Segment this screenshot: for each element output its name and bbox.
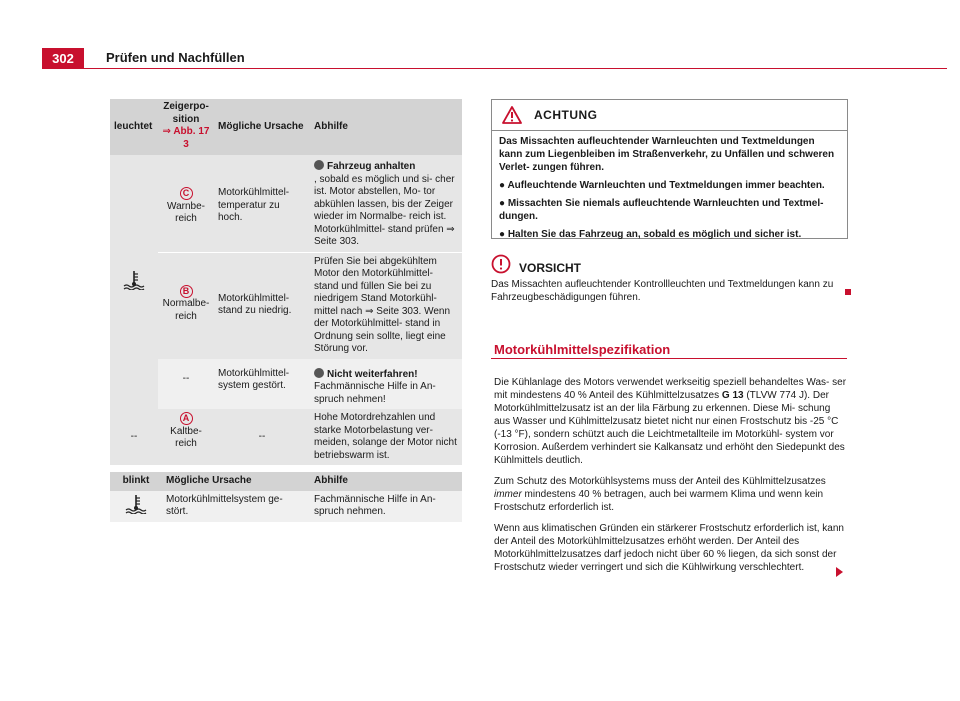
stop-icon — [314, 368, 324, 378]
emphasis: immer — [494, 489, 522, 500]
header-position-line1: Zeigerpo- — [163, 101, 209, 112]
paragraph-text: mindestens 40 % betragen, auch bei warmem Klima und wenn kein Frostschutz erforderlich ist. — [494, 489, 824, 513]
cause-cell: Motorkühlmittelsystem ge- stört. — [162, 491, 310, 522]
remedy-cell: Hohe Motordrehzahlen und starke Motorbelastung ver- meiden, solange der Motor nicht betriebswarm ist. — [310, 409, 462, 465]
position-text: Warnbe- reich — [167, 200, 205, 224]
table-row — [110, 491, 462, 522]
warning-light-table — [110, 99, 462, 465]
warning-triangle-icon — [502, 106, 522, 124]
remedy-cell — [310, 359, 462, 410]
warning-bullet: ● Aufleuchtende Warnleuchten und Textmeldungen immer beachten. — [499, 180, 825, 191]
remedy-cell: Prüfen Sie bei abgekühltem Motor den Motorkühlmittel- stand und füllen Sie bei zu niedrigem Stand Motorkühl- mittel nach ⇒ Seite 303. Wenn der Motorkühlmittel- stand in Ordnung sein sollte, liegt eine Störung vor. — [310, 252, 462, 359]
page-title: Prüfen und Nachfüllen — [106, 50, 245, 65]
remedy-bold: Fahrzeug anhalten — [327, 161, 416, 172]
paragraph: Wenn aus klimatischen Gründen ein stärkerer Frostschutz erforderlich ist, kann der Anteil des Motorkühlmittelzusatzes erhöht werden. Der Anteil des Motorkühlmittelzusatzes darf jedoch nicht über 60 % liegen, da sich sonst der Frostschutz wieder verringert und sich die Kühlwirkung verschlechtert. — [494, 523, 844, 573]
remedy-cell — [310, 155, 462, 252]
figure-reference-number: 3 — [183, 138, 189, 150]
warning-title: ACHTUNG — [534, 108, 598, 122]
coolant-temperature-icon — [122, 270, 146, 290]
section-title: Motorkühlmittelspezifikation — [494, 342, 671, 357]
cause-cell: -- — [214, 409, 310, 465]
stop-icon — [314, 160, 324, 170]
header-remedy: Abhilfe — [310, 99, 462, 155]
caution-note — [491, 253, 851, 304]
header-cause: Mögliche Ursache — [162, 472, 310, 491]
position-cell — [158, 409, 214, 465]
warning-header — [492, 100, 847, 131]
continue-arrow-icon — [836, 567, 843, 577]
table-row — [110, 409, 462, 465]
header-remedy: Abhilfe — [310, 472, 462, 491]
cause-cell: Motorkühlmittel- temperatur zu hoch. — [214, 155, 310, 252]
warning-intro: Das Missachten aufleuchtender Warnleuchten und Textmeldungen kann zum Liegenbleiben im Straßenverkehr, zu Unfällen und schweren Verlet- zungen führen. — [499, 136, 835, 173]
remedy-cell: Fachmännische Hilfe in An- spruch nehmen. — [310, 491, 462, 522]
table-row — [110, 155, 462, 252]
lamp-cell — [110, 155, 158, 409]
remedy-text: Fachmännische Hilfe in An- spruch nehmen! — [314, 381, 436, 405]
header-cause: Mögliche Ursache — [214, 99, 310, 155]
cause-cell: Motorkühlmittel- system gestört. — [214, 359, 310, 410]
remedy-text: , sobald es möglich und si- cher ist. Motor abstellen, Mo- tor abkühlen lassen, bis der Zeiger wieder im Normalbe- reich ist. Motorkühlmittel- stand prüfen ⇒ Seite 303. — [314, 173, 455, 247]
warning-body — [492, 131, 847, 250]
header-leuchtet: leuchtet — [110, 99, 158, 155]
paragraph — [494, 376, 848, 467]
additive-code: G 13 — [721, 390, 744, 401]
paragraph — [494, 475, 848, 514]
header-position-line2: sition — [172, 113, 200, 125]
position-text: Normalbe- reich — [162, 298, 210, 322]
warning-bullet-text: Aufleuchtende Warnleuchten und Textmeldungen immer beachten. — [507, 180, 825, 191]
caution-text: Das Missachten aufleuchtender Kontrollleuchten und Textmeldungen kann zu Fahrzeugbeschädigungen führen. — [491, 279, 834, 303]
table-header-row — [110, 472, 462, 491]
header-rule — [84, 68, 947, 69]
warning-box — [491, 99, 848, 239]
paragraph-text: (TLVW 774 J). Der Motorkühlmittelzusatz ist an der lila Färbung zu erkennen. Diese Mi- schung aus Wasser und Kühlmittelzusatz bietet nicht nur einen Frostschutz bis -25 °C (-13 °F), sondern schützt auch die Leichtmetallteile im Motorkühl- system vor Korrosion. Außerdem verhindert sie Kalkansatz und erhöht den Siedepunkt des Kühlmittels deutlich. — [494, 390, 845, 466]
section-rule — [491, 358, 847, 359]
table-row — [110, 359, 462, 410]
position-text: Kaltbe- reich — [170, 425, 202, 449]
position-cell — [158, 252, 214, 359]
caution-header — [491, 253, 851, 275]
end-marker — [845, 289, 851, 295]
letter-b-marker: B — [180, 285, 193, 298]
lamp-cell — [110, 491, 162, 522]
warning-bullet: ● Halten Sie das Fahrzeug an, sobald es möglich und sicher ist. — [499, 229, 802, 240]
header-blinkt: blinkt — [110, 472, 162, 491]
remedy-bold: Nicht weiterfahren! — [327, 368, 418, 380]
position-cell — [158, 155, 214, 252]
position-cell: -- — [158, 359, 214, 410]
paragraph-text: Zum Schutz des Motorkühlsystems muss der Anteil des Kühlmittelzusatzes — [494, 476, 826, 487]
figure-reference[interactable]: ⇒ Abb. 17 — [162, 126, 210, 137]
section-body — [494, 376, 848, 582]
paragraph-text: Die Kühlanlage des Motors verwendet werkseitig speziell behandeltes Was- ser mit mindestens 40 % Anteil des Kühlmittelzusatzes — [494, 377, 847, 401]
cause-cell: Motorkühlmittel- stand zu niedrig. — [214, 252, 310, 359]
table-header-row — [110, 99, 462, 155]
lamp-cell: -- — [110, 409, 158, 465]
header-position — [158, 99, 214, 155]
letter-c-marker: C — [180, 187, 193, 200]
page-number: 302 — [42, 48, 84, 69]
caution-title: VORSICHT — [519, 261, 582, 275]
warning-bullet: ● Missachten Sie niemals aufleuchtende Warnleuchten und Textmel- dungen. — [499, 198, 824, 222]
letter-a-marker: A — [180, 412, 193, 425]
table-row — [110, 252, 462, 359]
coolant-temperature-icon — [124, 494, 148, 514]
warning-bullet-text: Halten Sie das Fahrzeug an, sobald es möglich und sicher ist. — [507, 229, 802, 240]
warning-bullet-text: Missachten Sie niemals aufleuchtende Warnleuchten und Textmel- dungen. — [499, 198, 824, 222]
blinking-light-table — [110, 472, 462, 522]
exclamation-circle-icon — [491, 254, 511, 274]
